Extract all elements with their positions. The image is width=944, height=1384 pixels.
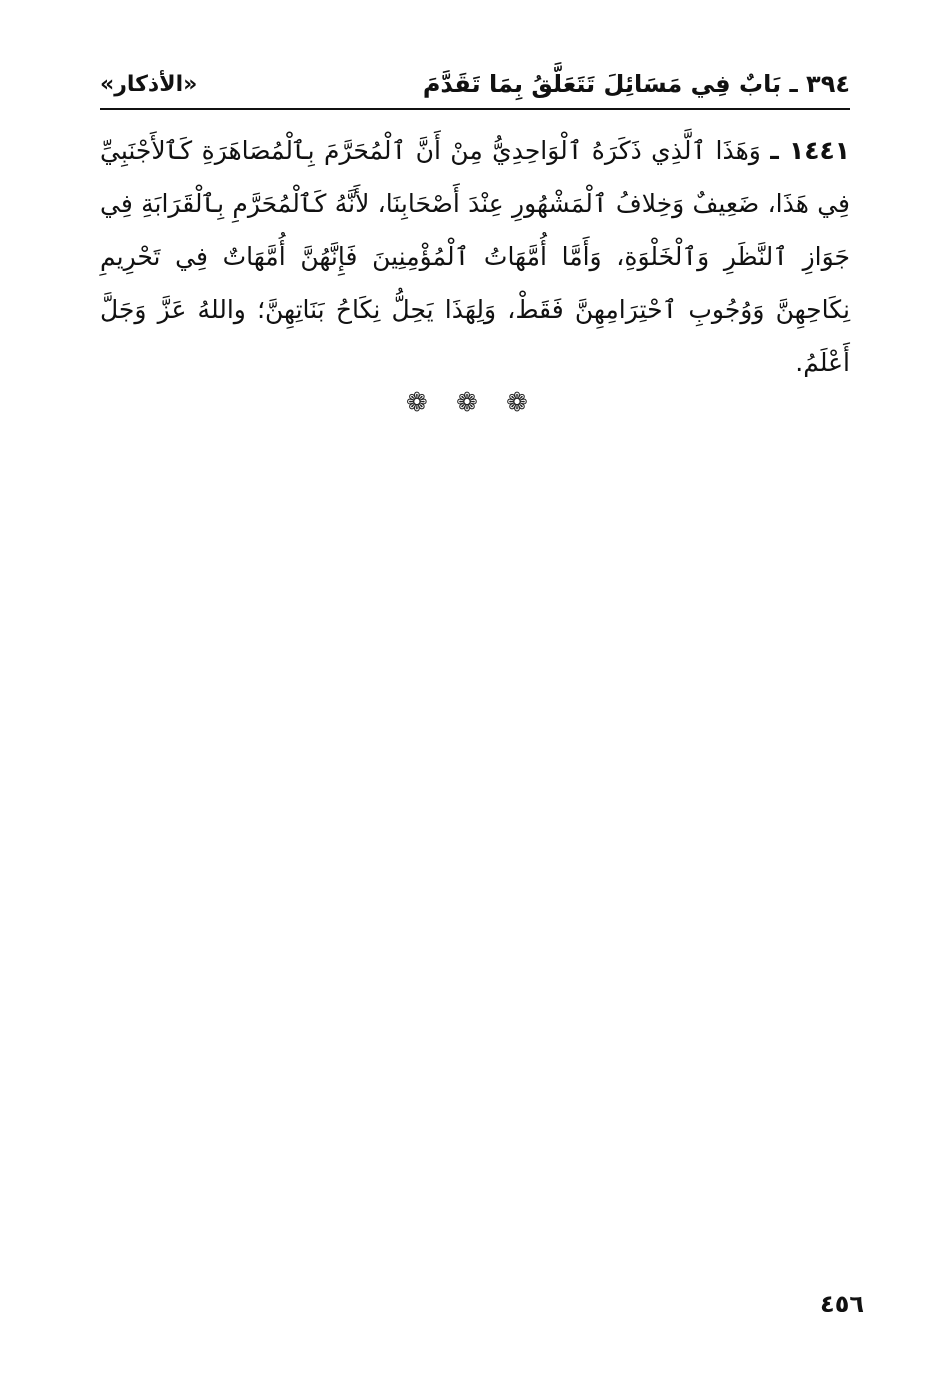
paragraph-text: وَهَذَا ٱلَّذِي ذَكَرَهُ ٱلْوَاحِدِيُّ مِنْ أَنَّ ٱلْمُحَرَّمَ بِٱلْمُصَاهَرَةِ كَٱلأَجْنَبِيِّ فِي هَذَا، ضَعِيفٌ وَخِلافُ ٱلْمَشْهُورِ عِنْدَ أَصْحَابِنَا، لأَنَّهُ كَٱلْمُحَرَّمِ بِٱلْقَرَابَةِ فِي جَوَازِ ٱلنَّظَرِ وَٱلْخَلْوَةِ، وَأَمَّا أُمَّهَاتُ ٱلْمُؤْمِنِينَ فَإِنَّهُنَّ أُمَّهَاتٌ فِي تَحْرِيمِ نِكَاحِهِنَّ وَوُجُوبِ ٱحْتِرَامِهِنَّ فَقَطْ، وَلِهَذَا يَحِلُّ نِكَاحُ بَنَاتِهِنَّ؛ واللهُ عَزَّ وَجَلَّ أَعْلَمُ. — [100, 136, 850, 377]
paragraph-number: ١٤٤١ ـ — [770, 136, 850, 165]
running-header — [100, 62, 850, 106]
paragraph-1441 — [100, 124, 850, 389]
section-separator-ornaments: ❁ ❁ ❁ — [406, 388, 538, 418]
header-divider — [100, 108, 850, 110]
chapter-title: ٣٩٤ ـ بَابٌ فِي مَسَائِلَ تَتَعَلَّقُ بِمَا تَقَدَّمَ — [422, 70, 850, 98]
book-title: «الأذكار» — [100, 71, 198, 97]
page-number: ٤٥٦ — [820, 1290, 864, 1318]
